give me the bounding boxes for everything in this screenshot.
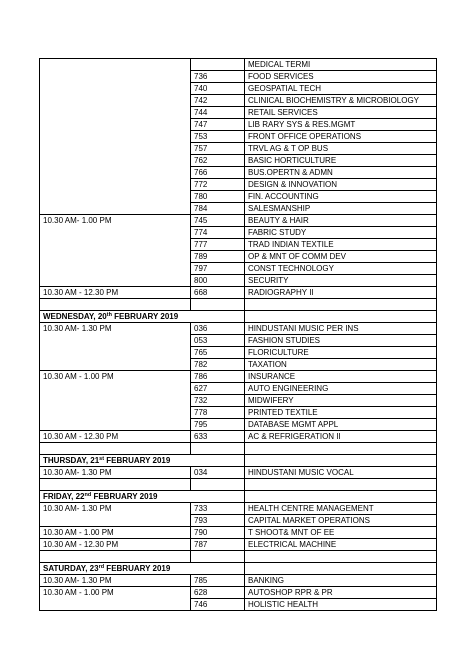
date-header-row: [40, 563, 437, 575]
subject-code-cell: 785: [191, 575, 245, 587]
subject-code-cell: 766: [191, 167, 245, 179]
empty-cell: [245, 443, 437, 455]
subject-code-cell: 627: [191, 383, 245, 395]
subject-code-cell: 772: [191, 179, 245, 191]
date-heading-start: SATURDAY, 23: [43, 564, 99, 573]
subject-code-cell: 753: [191, 131, 245, 143]
subject-name-cell: T SHOOT& MNT OF EE: [245, 527, 437, 539]
subject-code-cell: 036: [191, 323, 245, 335]
empty-cell: [191, 479, 245, 491]
date-heading-end: FEBRUARY 2019: [104, 564, 171, 573]
subject-code-cell: 774: [191, 227, 245, 239]
table-row: [40, 467, 437, 479]
subject-code-cell: 745: [191, 215, 245, 227]
subject-code-cell: 777: [191, 239, 245, 251]
subject-code-cell: 784: [191, 203, 245, 215]
date-header-row: [40, 311, 437, 323]
time-cell: 10.30 AM - 12.30 PM: [40, 287, 191, 299]
date-header-row: [40, 491, 437, 503]
subject-name-cell: FASHION STUDIES: [245, 335, 437, 347]
table-row: [40, 431, 437, 443]
empty-cell: [245, 299, 437, 311]
empty-cell: [245, 311, 437, 323]
subject-name-cell: BEAUTY & HAIR: [245, 215, 437, 227]
spacer-row: [40, 443, 437, 455]
table-row: [40, 503, 437, 515]
time-cell: [40, 59, 191, 215]
empty-cell: [245, 563, 437, 575]
exam-schedule-table: [39, 58, 437, 611]
subject-code-cell: 740: [191, 83, 245, 95]
table-row: [40, 575, 437, 587]
subject-name-cell: AUTOSHOP RPR & PR: [245, 587, 437, 599]
subject-code-cell: 762: [191, 155, 245, 167]
schedule-body: [40, 59, 437, 611]
subject-name-cell: TAXATION: [245, 359, 437, 371]
time-cell: 10.30 AM - 1.00 PM: [40, 371, 191, 431]
subject-name-cell: CONST TECHNOLOGY: [245, 263, 437, 275]
time-cell: 10.30 AM - 12.30 PM: [40, 431, 191, 443]
subject-name-cell: FOOD SERVICES: [245, 71, 437, 83]
date-ordinal-suffix: rd: [98, 564, 105, 570]
table-row: [40, 527, 437, 539]
subject-code-cell: 746: [191, 599, 245, 611]
empty-cell: [245, 455, 437, 467]
subject-code-cell: 790: [191, 527, 245, 539]
empty-cell: [40, 443, 191, 455]
subject-code-cell: 780: [191, 191, 245, 203]
subject-code-cell: 628: [191, 587, 245, 599]
time-cell: 10.30 AM - 12.30 PM: [40, 539, 191, 551]
subject-name-cell: FABRIC STUDY: [245, 227, 437, 239]
date-ordinal-suffix: th: [106, 312, 112, 318]
table-row: [40, 287, 437, 299]
subject-code-cell: 736: [191, 71, 245, 83]
subject-name-cell: SALESMANSHIP: [245, 203, 437, 215]
subject-name-cell: CAPITAL MARKET OPERATIONS: [245, 515, 437, 527]
subject-code-cell: 782: [191, 359, 245, 371]
subject-name-cell: FLORICULTURE: [245, 347, 437, 359]
date-heading: [40, 311, 245, 323]
subject-code-cell: 668: [191, 287, 245, 299]
subject-code-cell: 744: [191, 107, 245, 119]
spacer-row: [40, 299, 437, 311]
subject-name-cell: TRVL AG & T OP BUS: [245, 143, 437, 155]
subject-code-cell: 795: [191, 419, 245, 431]
time-cell: 10.30 AM- 1.30 PM: [40, 323, 191, 371]
subject-name-cell: DATABASE MGMT APPL: [245, 419, 437, 431]
subject-code-cell: 765: [191, 347, 245, 359]
time-cell: 10.30 AM- 1.30 PM: [40, 467, 191, 479]
subject-code-cell: 742: [191, 95, 245, 107]
spacer-row: [40, 479, 437, 491]
subject-name-cell: AUTO ENGINEERING: [245, 383, 437, 395]
date-heading: [40, 455, 245, 467]
table-row: [40, 59, 437, 71]
date-header-row: [40, 455, 437, 467]
date-heading-end: FEBRUARY 2019: [104, 456, 171, 465]
subject-code-cell: 732: [191, 395, 245, 407]
subject-code-cell: 034: [191, 467, 245, 479]
table-row: [40, 539, 437, 551]
subject-code-cell: 757: [191, 143, 245, 155]
subject-name-cell: HOLISTIC HEALTH: [245, 599, 437, 611]
subject-code-cell: 789: [191, 251, 245, 263]
table-row: [40, 587, 437, 599]
subject-code-cell: [191, 59, 245, 71]
date-heading-start: WEDNESDAY, 20: [43, 312, 107, 321]
subject-code-cell: 787: [191, 539, 245, 551]
subject-name-cell: GEOSPATIAL TECH: [245, 83, 437, 95]
table-row: [40, 323, 437, 335]
date-heading-end: FEBRUARY 2019: [91, 492, 158, 501]
empty-cell: [245, 479, 437, 491]
subject-name-cell: SECURITY: [245, 275, 437, 287]
subject-name-cell: INSURANCE: [245, 371, 437, 383]
subject-name-cell: MEDICAL TERMI: [245, 59, 437, 71]
subject-name-cell: OP & MNT OF COMM DEV: [245, 251, 437, 263]
subject-name-cell: PRINTED TEXTILE: [245, 407, 437, 419]
empty-cell: [191, 443, 245, 455]
time-cell: 10.30 AM - 1.00 PM: [40, 527, 191, 539]
subject-code-cell: 800: [191, 275, 245, 287]
empty-cell: [40, 551, 191, 563]
subject-code-cell: 633: [191, 431, 245, 443]
subject-code-cell: 733: [191, 503, 245, 515]
empty-cell: [245, 491, 437, 503]
subject-code-cell: 778: [191, 407, 245, 419]
time-cell: 10.30 AM- 1.00 PM: [40, 215, 191, 287]
subject-name-cell: BASIC HORTICULTURE: [245, 155, 437, 167]
date-heading-end: FEBRUARY 2019: [111, 312, 179, 321]
date-ordinal-suffix: st: [99, 456, 105, 462]
subject-name-cell: LIB RARY SYS & RES.MGMT: [245, 119, 437, 131]
spacer-row: [40, 551, 437, 563]
time-cell: 10.30 AM- 1.30 PM: [40, 575, 191, 587]
time-cell: 10.30 AM - 1.00 PM: [40, 587, 191, 611]
empty-cell: [40, 299, 191, 311]
subject-name-cell: HINDUSTANI MUSIC VOCAL: [245, 467, 437, 479]
subject-code-cell: 793: [191, 515, 245, 527]
subject-name-cell: FIN. ACCOUNTING: [245, 191, 437, 203]
time-cell: 10.30 AM- 1.30 PM: [40, 503, 191, 527]
date-ordinal-suffix: nd: [84, 492, 92, 498]
subject-name-cell: FRONT OFFICE OPERATIONS: [245, 131, 437, 143]
subject-name-cell: ELECTRICAL MACHINE: [245, 539, 437, 551]
empty-cell: [191, 299, 245, 311]
subject-name-cell: CLINICAL BIOCHEMISTRY & MICROBIOLOGY: [245, 95, 437, 107]
subject-name-cell: BANKING: [245, 575, 437, 587]
subject-name-cell: RETAIL SERVICES: [245, 107, 437, 119]
subject-code-cell: 797: [191, 263, 245, 275]
subject-name-cell: AC & REFRIGERATION II: [245, 431, 437, 443]
subject-name-cell: DESIGN & INNOVATION: [245, 179, 437, 191]
empty-cell: [40, 479, 191, 491]
subject-name-cell: HINDUSTANI MUSIC PER INS: [245, 323, 437, 335]
subject-code-cell: 786: [191, 371, 245, 383]
date-heading: [40, 563, 245, 575]
empty-cell: [245, 551, 437, 563]
subject-name-cell: MIDWIFERY: [245, 395, 437, 407]
date-heading-start: THURSDAY, 21: [43, 456, 100, 465]
subject-name-cell: HEALTH CENTRE MANAGEMENT: [245, 503, 437, 515]
table-row: [40, 215, 437, 227]
subject-name-cell: TRAD INDIAN TEXTILE: [245, 239, 437, 251]
date-heading-start: FRIDAY, 22: [43, 492, 85, 501]
date-heading: [40, 491, 245, 503]
subject-name-cell: BUS.OPERTN & ADMN: [245, 167, 437, 179]
subject-name-cell: RADIOGRAPHY II: [245, 287, 437, 299]
subject-code-cell: 053: [191, 335, 245, 347]
table-row: [40, 371, 437, 383]
empty-cell: [191, 551, 245, 563]
subject-code-cell: 747: [191, 119, 245, 131]
